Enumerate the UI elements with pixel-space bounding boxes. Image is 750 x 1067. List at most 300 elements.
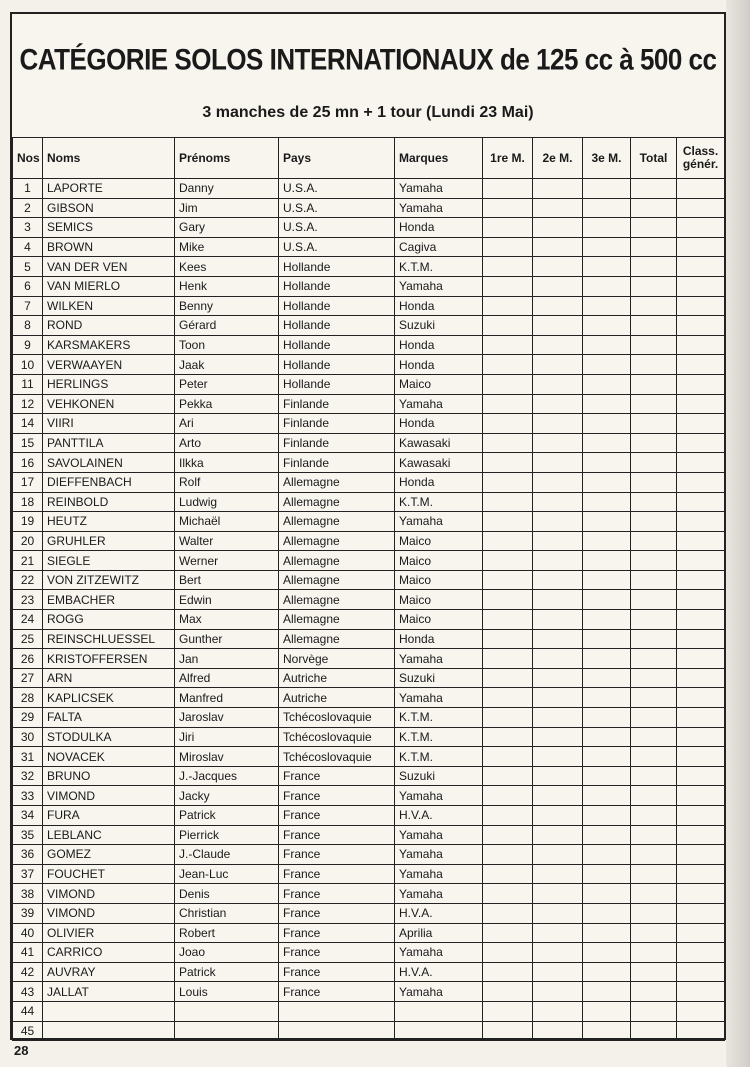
- rider-brand: Suzuki: [395, 766, 483, 786]
- rider-country: Finlande: [279, 433, 395, 453]
- rider-firstname: Manfred: [175, 688, 279, 708]
- rider-number: 22: [13, 570, 43, 590]
- result-cell: [631, 766, 677, 786]
- rider-firstname: Ilkka: [175, 453, 279, 473]
- result-cell: [583, 531, 631, 551]
- result-cell: [533, 845, 583, 865]
- rider-firstname: Alfred: [175, 668, 279, 688]
- rider-number: 2: [13, 198, 43, 218]
- rider-number: 25: [13, 629, 43, 649]
- rider-name: VERWAAYEN: [43, 355, 175, 375]
- table-row: [13, 688, 725, 708]
- result-cell: [631, 551, 677, 571]
- rider-brand: Honda: [395, 414, 483, 434]
- rider-brand: Maico: [395, 374, 483, 394]
- header-country: Pays: [279, 138, 395, 179]
- result-cell: [533, 296, 583, 316]
- rider-brand: Maico: [395, 551, 483, 571]
- result-cell: [677, 276, 725, 296]
- rider-number: 44: [13, 1001, 43, 1021]
- result-cell: [533, 668, 583, 688]
- rider-number: 21: [13, 551, 43, 571]
- rider-firstname: Robert: [175, 923, 279, 943]
- table-row: [13, 237, 725, 257]
- rider-number: 39: [13, 903, 43, 923]
- result-cell: [533, 531, 583, 551]
- rider-name: HERLINGS: [43, 374, 175, 394]
- result-cell: [583, 923, 631, 943]
- rider-country: Allemagne: [279, 610, 395, 630]
- table-row: [13, 943, 725, 963]
- result-cell: [677, 374, 725, 394]
- result-cell: [533, 923, 583, 943]
- result-cell: [677, 766, 725, 786]
- result-cell: [533, 590, 583, 610]
- result-cell: [483, 649, 533, 669]
- result-cell: [583, 198, 631, 218]
- result-cell: [483, 394, 533, 414]
- rider-firstname: Gary: [175, 218, 279, 238]
- rider-number: 31: [13, 747, 43, 767]
- result-cell: [583, 296, 631, 316]
- table-row: [13, 355, 725, 375]
- result-cell: [631, 610, 677, 630]
- result-cell: [631, 649, 677, 669]
- rider-firstname: Michaël: [175, 512, 279, 532]
- rider-name: [43, 1021, 175, 1041]
- rider-brand: Honda: [395, 629, 483, 649]
- result-cell: [631, 806, 677, 826]
- rider-number: 8: [13, 316, 43, 336]
- result-cell: [677, 335, 725, 355]
- rider-name: REINSCHLUESSEL: [43, 629, 175, 649]
- header-race-1: 1re M.: [483, 138, 533, 179]
- rider-firstname: Jaak: [175, 355, 279, 375]
- page-subtitle: 3 manches de 25 mn + 1 tour (Lundi 23 Mai): [202, 104, 534, 121]
- result-cell: [533, 1021, 583, 1041]
- result-cell: [677, 198, 725, 218]
- rider-number: 9: [13, 335, 43, 355]
- rider-country: U.S.A.: [279, 198, 395, 218]
- rider-country: France: [279, 884, 395, 904]
- table-row: [13, 296, 725, 316]
- result-cell: [631, 727, 677, 747]
- table-row: [13, 276, 725, 296]
- rider-brand: Yamaha: [395, 179, 483, 199]
- result-cell: [677, 727, 725, 747]
- result-cell: [483, 1021, 533, 1041]
- result-cell: [631, 492, 677, 512]
- result-cell: [631, 884, 677, 904]
- rider-firstname: Jim: [175, 198, 279, 218]
- rider-number: 24: [13, 610, 43, 630]
- result-cell: [677, 845, 725, 865]
- rider-name: LEBLANC: [43, 825, 175, 845]
- rider-name: VIMOND: [43, 786, 175, 806]
- result-cell: [631, 414, 677, 434]
- result-cell: [631, 531, 677, 551]
- rider-firstname: [175, 1021, 279, 1041]
- result-cell: [483, 257, 533, 277]
- result-cell: [533, 786, 583, 806]
- result-cell: [483, 570, 533, 590]
- result-cell: [483, 806, 533, 826]
- rider-firstname: [175, 1001, 279, 1021]
- result-cell: [631, 943, 677, 963]
- table-row: [13, 218, 725, 238]
- rider-name: ROGG: [43, 610, 175, 630]
- rider-number: 3: [13, 218, 43, 238]
- table-row: [13, 766, 725, 786]
- result-cell: [533, 688, 583, 708]
- rider-country: Hollande: [279, 257, 395, 277]
- result-cell: [583, 727, 631, 747]
- result-cell: [677, 218, 725, 238]
- table-row: [13, 864, 725, 884]
- rider-number: 4: [13, 237, 43, 257]
- result-cell: [583, 374, 631, 394]
- result-cell: [483, 610, 533, 630]
- rider-brand: Maico: [395, 570, 483, 590]
- rider-firstname: Gunther: [175, 629, 279, 649]
- result-cell: [483, 668, 533, 688]
- table-row: [13, 708, 725, 728]
- rider-firstname: J.-Claude: [175, 845, 279, 865]
- result-cell: [583, 688, 631, 708]
- table-row: [13, 649, 725, 669]
- table-row: [13, 590, 725, 610]
- table-row: [13, 923, 725, 943]
- result-cell: [533, 433, 583, 453]
- rider-firstname: Jacky: [175, 786, 279, 806]
- rider-brand: Cagiva: [395, 237, 483, 257]
- rider-firstname: Toon: [175, 335, 279, 355]
- result-cell: [483, 884, 533, 904]
- result-cell: [631, 864, 677, 884]
- rider-name: DIEFFENBACH: [43, 472, 175, 492]
- rider-name: HEUTZ: [43, 512, 175, 532]
- result-cell: [533, 472, 583, 492]
- result-cell: [483, 903, 533, 923]
- result-cell: [483, 335, 533, 355]
- rider-firstname: Jiri: [175, 727, 279, 747]
- rider-number: 40: [13, 923, 43, 943]
- rider-number: 36: [13, 845, 43, 865]
- result-cell: [533, 570, 583, 590]
- rider-name: VAN MIERLO: [43, 276, 175, 296]
- header-race-3: 3e M.: [583, 138, 631, 179]
- result-cell: [533, 237, 583, 257]
- result-cell: [533, 903, 583, 923]
- rider-brand: Honda: [395, 296, 483, 316]
- rider-brand: Honda: [395, 218, 483, 238]
- result-cell: [677, 903, 725, 923]
- result-cell: [533, 179, 583, 199]
- result-cell: [533, 1001, 583, 1021]
- result-cell: [483, 923, 533, 943]
- rider-firstname: Walter: [175, 531, 279, 551]
- rider-country: Hollande: [279, 276, 395, 296]
- table-row: [13, 610, 725, 630]
- result-cell: [583, 570, 631, 590]
- rider-number: 14: [13, 414, 43, 434]
- result-cell: [483, 864, 533, 884]
- rider-country: Allemagne: [279, 551, 395, 571]
- result-cell: [583, 512, 631, 532]
- result-cell: [483, 414, 533, 434]
- result-cell: [483, 179, 533, 199]
- rider-number: 17: [13, 472, 43, 492]
- header-name: Noms: [43, 138, 175, 179]
- rider-firstname: Edwin: [175, 590, 279, 610]
- result-cell: [483, 237, 533, 257]
- result-cell: [533, 747, 583, 767]
- result-cell: [533, 394, 583, 414]
- rider-number: 5: [13, 257, 43, 277]
- result-cell: [677, 786, 725, 806]
- rider-name: [43, 1001, 175, 1021]
- rider-firstname: J.-Jacques: [175, 766, 279, 786]
- result-cell: [631, 590, 677, 610]
- rider-country: France: [279, 786, 395, 806]
- rider-brand: Yamaha: [395, 276, 483, 296]
- result-cell: [483, 962, 533, 982]
- rider-country: France: [279, 806, 395, 826]
- result-cell: [483, 982, 533, 1002]
- result-cell: [483, 727, 533, 747]
- rider-country: Allemagne: [279, 570, 395, 590]
- rider-name: GOMEZ: [43, 845, 175, 865]
- result-cell: [483, 316, 533, 336]
- result-cell: [631, 316, 677, 336]
- result-cell: [533, 708, 583, 728]
- rider-firstname: Denis: [175, 884, 279, 904]
- rider-country: Hollande: [279, 335, 395, 355]
- result-cell: [631, 296, 677, 316]
- rider-brand: Yamaha: [395, 394, 483, 414]
- table-row: [13, 472, 725, 492]
- result-cell: [677, 806, 725, 826]
- rider-brand: Yamaha: [395, 943, 483, 963]
- result-cell: [631, 668, 677, 688]
- result-cell: [483, 845, 533, 865]
- result-cell: [677, 472, 725, 492]
- rider-number: 29: [13, 708, 43, 728]
- rider-name: SAVOLAINEN: [43, 453, 175, 473]
- rider-country: Tchécoslovaquie: [279, 708, 395, 728]
- result-cell: [583, 884, 631, 904]
- result-cell: [631, 1001, 677, 1021]
- rider-brand: Honda: [395, 335, 483, 355]
- rider-number: 37: [13, 864, 43, 884]
- rider-brand: Suzuki: [395, 316, 483, 336]
- result-cell: [483, 688, 533, 708]
- result-cell: [533, 884, 583, 904]
- table-row: [13, 512, 725, 532]
- rider-country: Finlande: [279, 414, 395, 434]
- result-cell: [533, 335, 583, 355]
- rider-number: 19: [13, 512, 43, 532]
- rider-number: 33: [13, 786, 43, 806]
- rider-brand: Maico: [395, 531, 483, 551]
- rider-brand: [395, 1001, 483, 1021]
- rider-name: JALLAT: [43, 982, 175, 1002]
- rider-country: [279, 1001, 395, 1021]
- rider-brand: Yamaha: [395, 786, 483, 806]
- rider-name: FURA: [43, 806, 175, 826]
- result-cell: [677, 492, 725, 512]
- rider-firstname: Benny: [175, 296, 279, 316]
- rider-firstname: Bert: [175, 570, 279, 590]
- rider-name: AUVRAY: [43, 962, 175, 982]
- table-row: [13, 394, 725, 414]
- rider-name: EMBACHER: [43, 590, 175, 610]
- result-cell: [677, 512, 725, 532]
- table-row: [13, 531, 725, 551]
- result-cell: [483, 198, 533, 218]
- result-cell: [483, 276, 533, 296]
- result-cell: [583, 962, 631, 982]
- rider-name: VIIRI: [43, 414, 175, 434]
- result-cell: [583, 1021, 631, 1041]
- rider-number: 7: [13, 296, 43, 316]
- result-cell: [533, 943, 583, 963]
- result-cell: [631, 335, 677, 355]
- rider-country: Autriche: [279, 668, 395, 688]
- result-cell: [583, 414, 631, 434]
- rider-number: 32: [13, 766, 43, 786]
- rider-brand: Aprilia: [395, 923, 483, 943]
- rider-firstname: Patrick: [175, 962, 279, 982]
- result-cell: [631, 747, 677, 767]
- result-cell: [533, 512, 583, 532]
- result-cell: [483, 531, 533, 551]
- result-cell: [483, 629, 533, 649]
- result-cell: [583, 982, 631, 1002]
- result-cell: [631, 629, 677, 649]
- result-cell: [483, 296, 533, 316]
- rider-name: KRISTOFFERSEN: [43, 649, 175, 669]
- result-cell: [631, 218, 677, 238]
- result-cell: [583, 453, 631, 473]
- result-cell: [677, 708, 725, 728]
- table-row: [13, 806, 725, 826]
- rider-country: France: [279, 766, 395, 786]
- header-total: Total: [631, 138, 677, 179]
- rider-name: VEHKONEN: [43, 394, 175, 414]
- result-cell: [533, 453, 583, 473]
- rider-firstname: Louis: [175, 982, 279, 1002]
- result-cell: [483, 453, 533, 473]
- result-cell: [677, 649, 725, 669]
- page-number: 28: [14, 1043, 29, 1058]
- rider-country: Hollande: [279, 374, 395, 394]
- result-cell: [583, 237, 631, 257]
- result-cell: [583, 649, 631, 669]
- rider-firstname: Pekka: [175, 394, 279, 414]
- rider-brand: [395, 1021, 483, 1041]
- rider-firstname: Danny: [175, 179, 279, 199]
- header-race-2: 2e M.: [533, 138, 583, 179]
- result-cell: [583, 806, 631, 826]
- rider-firstname: Max: [175, 610, 279, 630]
- rider-brand: Yamaha: [395, 884, 483, 904]
- result-cell: [677, 629, 725, 649]
- rider-name: VON ZITZEWITZ: [43, 570, 175, 590]
- result-cell: [677, 570, 725, 590]
- rider-name: BROWN: [43, 237, 175, 257]
- result-cell: [677, 864, 725, 884]
- result-cell: [677, 943, 725, 963]
- rider-country: Tchécoslovaquie: [279, 747, 395, 767]
- result-cell: [677, 982, 725, 1002]
- result-cell: [631, 355, 677, 375]
- rider-name: SIEGLE: [43, 551, 175, 571]
- rider-firstname: Peter: [175, 374, 279, 394]
- rider-name: SEMICS: [43, 218, 175, 238]
- rider-firstname: Arto: [175, 433, 279, 453]
- table-row: [13, 747, 725, 767]
- rider-firstname: Joao: [175, 943, 279, 963]
- rider-firstname: Gérard: [175, 316, 279, 336]
- rider-firstname: Jean-Luc: [175, 864, 279, 884]
- result-cell: [631, 688, 677, 708]
- rider-number: 42: [13, 962, 43, 982]
- result-cell: [483, 747, 533, 767]
- rider-country: Finlande: [279, 453, 395, 473]
- result-cell: [583, 864, 631, 884]
- rider-brand: Yamaha: [395, 825, 483, 845]
- rider-number: 12: [13, 394, 43, 414]
- rider-country: France: [279, 864, 395, 884]
- table-row: [13, 825, 725, 845]
- rider-country: Hollande: [279, 355, 395, 375]
- result-cell: [483, 825, 533, 845]
- rider-number: 23: [13, 590, 43, 610]
- table-row: [13, 962, 725, 982]
- result-cell: [631, 825, 677, 845]
- rider-name: CARRICO: [43, 943, 175, 963]
- result-cell: [677, 257, 725, 277]
- result-cell: [677, 316, 725, 336]
- rider-name: GIBSON: [43, 198, 175, 218]
- rider-country: Allemagne: [279, 512, 395, 532]
- result-cell: [677, 1001, 725, 1021]
- header-general-ranking: Class. génér.: [677, 138, 725, 179]
- result-cell: [631, 570, 677, 590]
- result-cell: [533, 649, 583, 669]
- rider-name: FALTA: [43, 708, 175, 728]
- result-cell: [583, 786, 631, 806]
- result-cell: [631, 708, 677, 728]
- rider-name: FOUCHET: [43, 864, 175, 884]
- rider-number: 43: [13, 982, 43, 1002]
- result-cell: [631, 845, 677, 865]
- rider-name: STODULKA: [43, 727, 175, 747]
- rider-name: KARSMAKERS: [43, 335, 175, 355]
- result-cell: [583, 610, 631, 630]
- table-row: [13, 786, 725, 806]
- rider-brand: Maico: [395, 610, 483, 630]
- result-cell: [631, 453, 677, 473]
- result-cell: [583, 845, 631, 865]
- rider-name: VIMOND: [43, 903, 175, 923]
- result-cell: [583, 472, 631, 492]
- table-row: [13, 453, 725, 473]
- result-cell: [677, 414, 725, 434]
- header-firstname: Prénoms: [175, 138, 279, 179]
- result-cell: [677, 237, 725, 257]
